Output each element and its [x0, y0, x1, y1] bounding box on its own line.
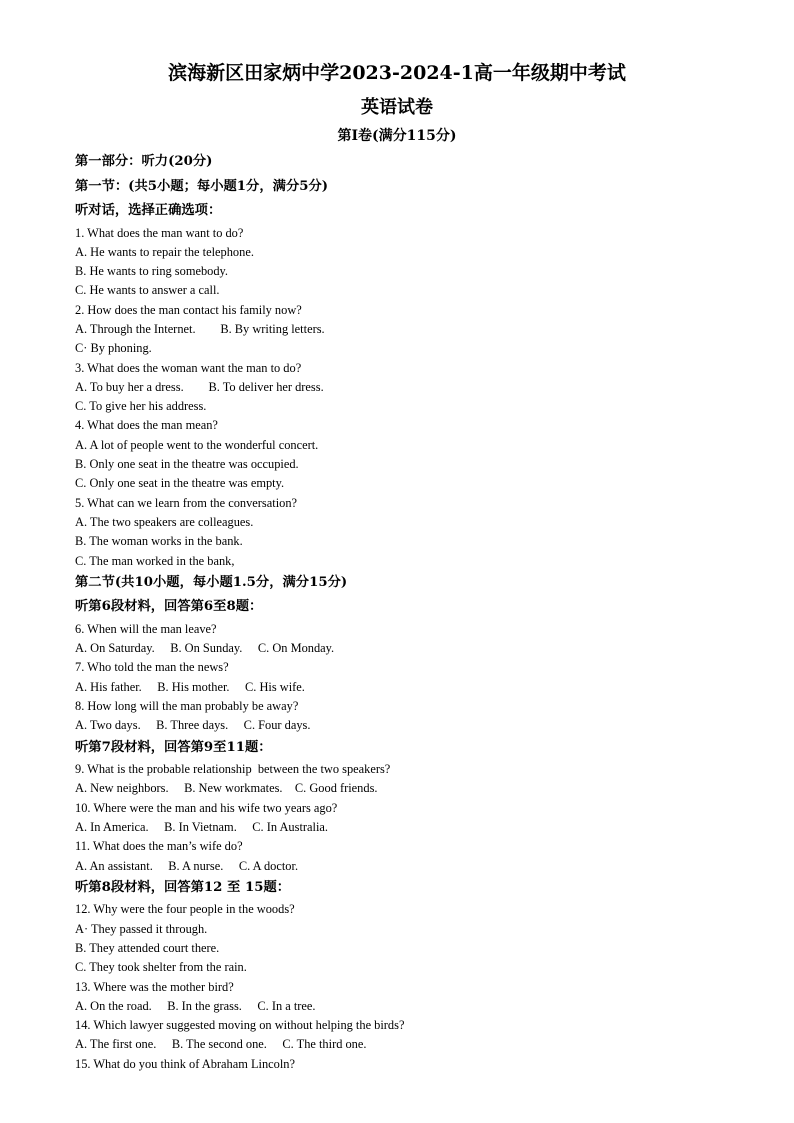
exam-volume: 第Ⅰ卷(满分115分) [337, 128, 457, 144]
question-line: C. He wants to answer a call. [75, 283, 220, 298]
question-line: 9. What is the probable relationship between the two speakers? [75, 762, 391, 777]
section-heading: 第一节：(共5小题；每小题1分，满分5分) [75, 178, 329, 194]
question-line: 1. What does the man want to do? [75, 225, 244, 240]
question-line: 11. What does the man’s wife do? [75, 839, 243, 854]
question-line: 2. How does the man contact his family now? [75, 302, 302, 317]
section-heading: 听对话，选择正确选项： [75, 203, 222, 218]
exam-content [75, 150, 755, 1074]
question-line: 13. Where was the mother bird? [75, 979, 234, 994]
question-line: A. His father. B. His mother. C. His wife. [75, 679, 305, 694]
question-line: A. Through the Internet. B. By writing letters. [75, 321, 325, 336]
section-heading: 听第7段材料，回答第9至11题： [75, 739, 272, 755]
question-line: 14. Which lawyer suggested moving on without helping the birds? [75, 1018, 405, 1033]
question-line: A. To buy her a dress. B. To deliver her dress. [75, 379, 324, 394]
question-line: B. They attended court there. [75, 941, 220, 955]
question-line: A. He wants to repair the telephone. [75, 244, 254, 259]
question-line: A. Two days. B. Three days. C. Four days. [75, 718, 311, 733]
question-line: 12. Why were the four people in the woods? [75, 902, 295, 917]
section-heading: 听第8段材料，回答第12 至 15题： [75, 879, 291, 895]
exam-title: 滨海新区田家炳中学2023-2024-1高一年级期中考试 [168, 62, 626, 84]
question-line: 4. What does the man mean? [75, 418, 218, 433]
exam-subject: 英语试卷 [361, 97, 433, 118]
question-line: 3. What does the woman want the man to do? [75, 360, 302, 375]
question-line: C. They took shelter from the rain. [75, 960, 247, 975]
question-line: 6. When will the man leave? [75, 621, 217, 636]
question-line: C. The man worked in the bank, [75, 553, 235, 568]
question-line: 15. What do you think of Abraham Lincoln? [75, 1056, 296, 1071]
question-line: 10. Where were the man and his wife two years ago? [75, 800, 338, 815]
question-line: 5. What can we learn from the conversation? [75, 495, 298, 510]
question-line: A· They passed it through. [75, 921, 208, 936]
question-line: B. He wants to ring somebody. [75, 264, 229, 279]
question-line: C. To give her his address. [75, 399, 207, 414]
question-line: A. In America. B. In Vietnam. C. In Australia. [75, 820, 328, 835]
question-line: 7. Who told the man the news? [75, 660, 229, 675]
question-line: B. Only one seat in the theatre was occupied. [75, 457, 299, 472]
question-line: 8. How long will the man probably be away? [75, 699, 299, 714]
question-line: A. On the road. B. In the grass. C. In a tree. [75, 998, 316, 1013]
section-heading: 听第6段材料，回答第6至8题： [75, 599, 263, 615]
question-line: A. The two speakers are colleagues. [75, 514, 254, 529]
question-line: A. An assistant. B. A nurse. C. A doctor. [75, 858, 299, 873]
question-line: A. On Saturday. B. On Sunday. C. On Monday. [75, 641, 335, 656]
question-line: B. The woman works in the bank. [75, 534, 243, 549]
question-line: C· By phoning. [75, 341, 152, 356]
question-line: A. The first one. B. The second one. C. The third one. [75, 1037, 367, 1052]
question-line: C. Only one seat in the theatre was empty. [75, 476, 285, 491]
section-heading: 第二节(共10小题，每小题1.5分，满分15分) [75, 574, 348, 590]
section-heading: 第一部分：听力(20分) [75, 154, 213, 169]
question-line: A. New neighbors. B. New workmates. C. Good friends. [75, 781, 378, 796]
question-line: A. A lot of people went to the wonderful concert. [75, 437, 319, 452]
